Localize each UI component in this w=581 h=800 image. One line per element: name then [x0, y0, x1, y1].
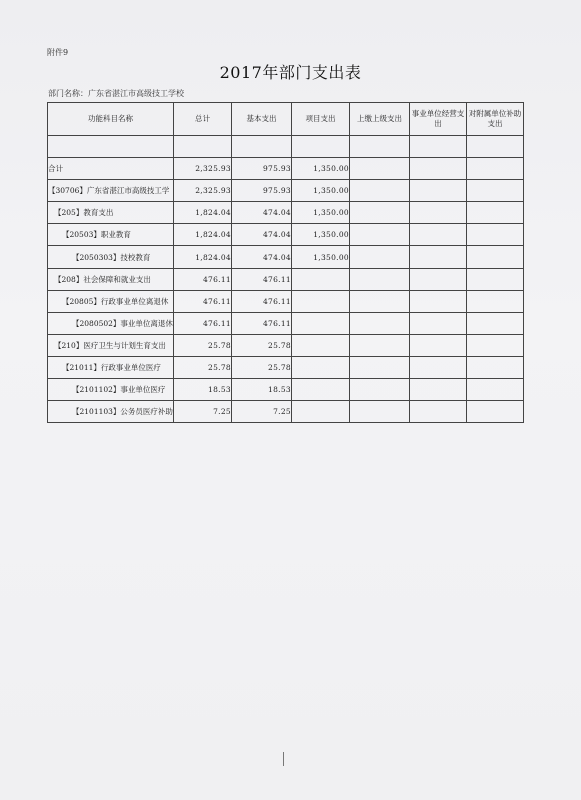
table-header-row: [48, 103, 524, 136]
row-project: 1,350.00: [292, 224, 350, 246]
row-total: 1,824.04: [174, 224, 232, 246]
table-row: [48, 334, 524, 356]
row-total: 2,325.93: [174, 158, 232, 180]
row-basic: 18.53: [232, 379, 292, 401]
row-total: 1,824.04: [174, 246, 232, 268]
row-project: [292, 401, 350, 423]
row-project: [292, 290, 350, 312]
row-name: 【2050303】技校教育: [48, 246, 174, 268]
row-basic: 476.11: [232, 290, 292, 312]
row-basic: 7.25: [232, 401, 292, 423]
table-row: [48, 268, 524, 290]
table-row-blank: [48, 136, 524, 158]
row-total: 25.78: [174, 356, 232, 378]
row-name: 【20805】行政事业单位离退休: [48, 290, 174, 312]
row-name: 【210】医疗卫生与计划生育支出: [48, 334, 174, 356]
table-row: [48, 158, 524, 180]
row-basic: 476.11: [232, 312, 292, 334]
header-basic: 基本支出: [232, 103, 292, 136]
page-mark: [283, 752, 284, 766]
header-subsidiary-subsidy: 对附属单位补助支出: [467, 103, 524, 136]
row-name: 【30706】广东省湛江市高级技工学: [48, 180, 174, 202]
row-total: 476.11: [174, 290, 232, 312]
row-total: 2,325.93: [174, 180, 232, 202]
attachment-label: 附件9: [47, 48, 69, 57]
row-project: 1,350.00: [292, 180, 350, 202]
row-total: 476.11: [174, 268, 232, 290]
row-name: 【205】教育支出: [48, 202, 174, 224]
row-name: 合计: [48, 158, 174, 180]
expenditure-table: [47, 102, 524, 423]
row-project: 1,350.00: [292, 246, 350, 268]
table-row: [48, 379, 524, 401]
header-business-operation: 事业单位经营支出: [410, 103, 467, 136]
table-row: [48, 290, 524, 312]
row-basic: 25.78: [232, 356, 292, 378]
row-total: 25.78: [174, 334, 232, 356]
row-name: 【21011】行政事业单位医疗: [48, 356, 174, 378]
table-row: [48, 202, 524, 224]
row-project: [292, 268, 350, 290]
table-row: [48, 180, 524, 202]
header-project: 项目支出: [292, 103, 350, 136]
row-project: 1,350.00: [292, 158, 350, 180]
page-title: 2017年部门支出表: [219, 63, 362, 82]
table-row: [48, 312, 524, 334]
row-name: 【208】社会保障和就业支出: [48, 268, 174, 290]
row-basic: 25.78: [232, 334, 292, 356]
row-project: 1,350.00: [292, 202, 350, 224]
row-basic: 975.93: [232, 180, 292, 202]
header-total: 总计: [174, 103, 232, 136]
row-name: 【2101103】公务员医疗补助: [48, 401, 174, 423]
header-upper-remit: 上缴上级支出: [350, 103, 410, 136]
row-basic: 474.04: [232, 202, 292, 224]
table-row: [48, 356, 524, 378]
row-basic: 476.11: [232, 268, 292, 290]
table-row: [48, 246, 524, 268]
row-total: 7.25: [174, 401, 232, 423]
row-basic: 474.04: [232, 246, 292, 268]
table-row: [48, 224, 524, 246]
row-total: 476.11: [174, 312, 232, 334]
row-project: [292, 356, 350, 378]
table-row: [48, 401, 524, 423]
row-basic: 474.04: [232, 224, 292, 246]
row-name: 【2101102】事业单位医疗: [48, 379, 174, 401]
row-basic: 975.93: [232, 158, 292, 180]
row-name: 【20503】职业教育: [48, 224, 174, 246]
row-project: [292, 334, 350, 356]
header-function-name: 功能科目名称: [48, 103, 174, 136]
department-label: 部门名称：广东省湛江市高级技工学校: [48, 89, 184, 98]
row-total: 18.53: [174, 379, 232, 401]
row-total: 1,824.04: [174, 202, 232, 224]
row-name: 【2080502】事业单位离退休: [48, 312, 174, 334]
row-project: [292, 379, 350, 401]
row-project: [292, 312, 350, 334]
